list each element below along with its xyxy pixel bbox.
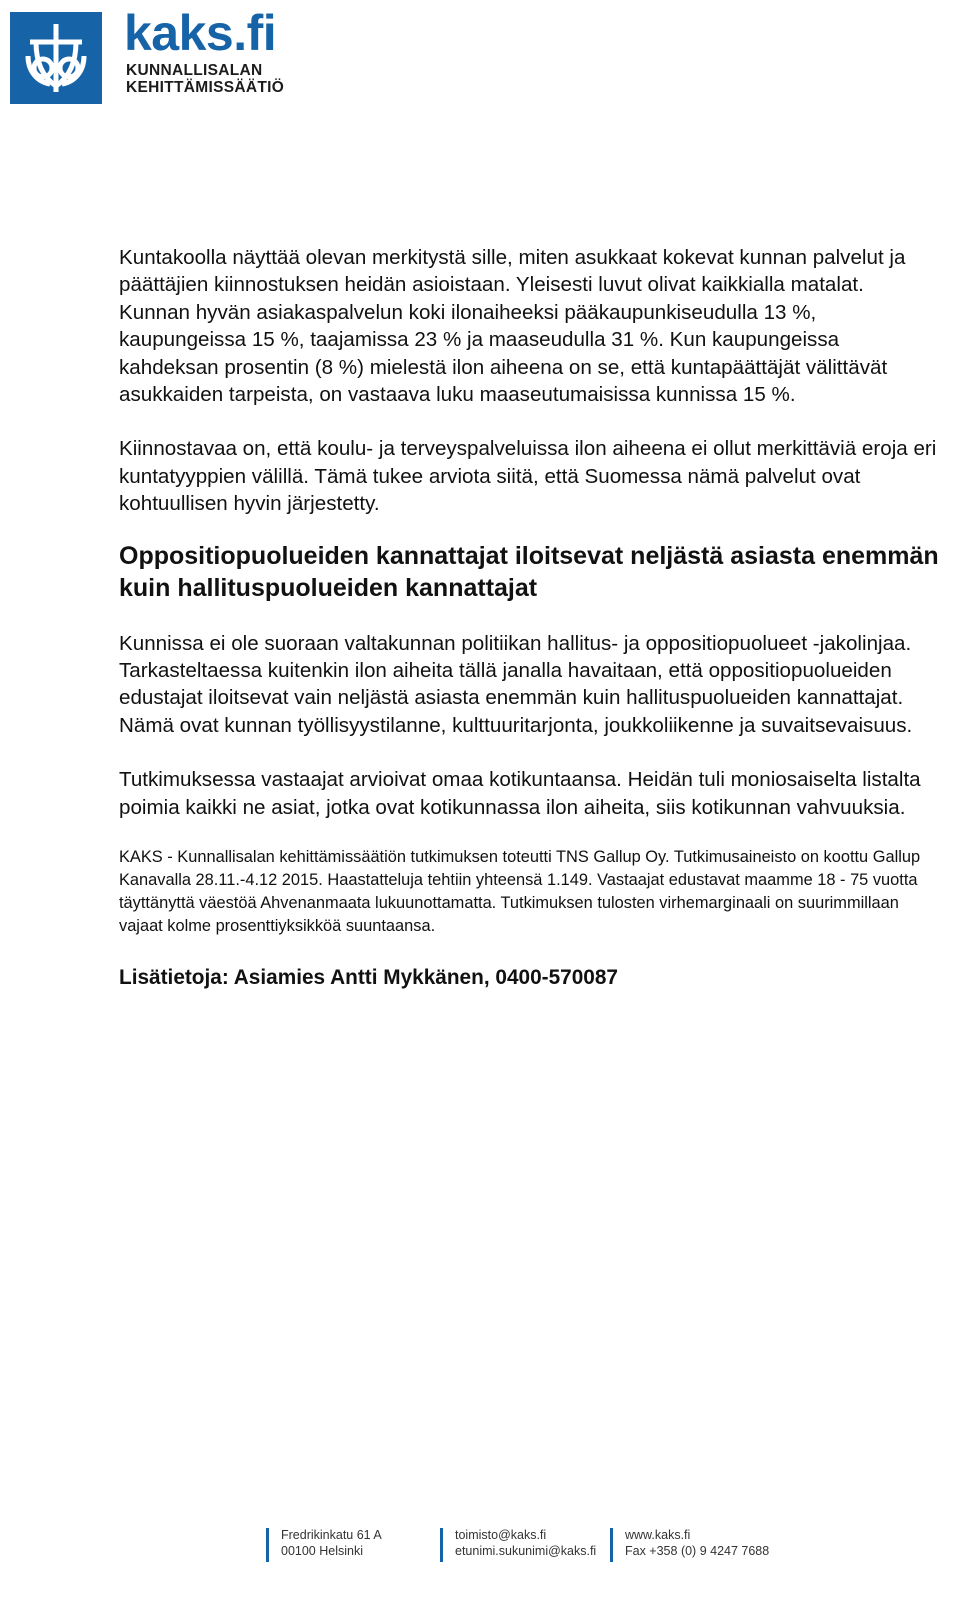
paragraph-method: Tutkimuksessa vastaajat arvioivat omaa kotikuntaansa. Heidän tuli moniosaiselta listalta poimia kaikki ne asiat, jotka ovat kotikunnassa ilon aiheita, siis kotikunnan vahvuuksia.: [119, 768, 921, 819]
footer-email: [440, 1528, 596, 1562]
footer-address: [266, 1528, 382, 1562]
footer-fax: Fax +358 (0) 9 4247 7688: [625, 1543, 770, 1558]
logo-subtitle-line2: KEHITTÄMISSÄÄTIÖ: [126, 79, 285, 96]
logo-name: kaks.fi: [124, 5, 277, 61]
page-footer: [0, 1528, 960, 1568]
logo-subtitle-line1: KUNNALLISALAN: [126, 62, 263, 79]
logo-subtitle: [126, 62, 314, 96]
logo-text: [124, 5, 314, 96]
paragraph-city-size: Kuntakoolla näyttää olevan merkitystä sille, miten asukkaat kokevat kunnan palvelut ja päättäjien kiinnostuksen heidän asioistaan. Yleisesti luvut olivat kaikkialla matalat. Kunnan hyvän asiakaspalvelun koki ilonaiheeksi pääkaupunkiseudulla 13 %, kaupungeissa 15 %, taajamissa 23 % ja maaseudulla 31 %. Kun kaupungeissa kahdeksan prosentin (8 %) mielestä ilon aiheena on se, että kuntapäättäjät välittävät asukkaiden tarpeista, on vastaava luku maaseutumaisissa kunnissa 15 %.: [119, 246, 906, 407]
footer-address-city: 00100 Helsinki: [281, 1543, 363, 1558]
document-body: [119, 244, 939, 992]
footer-address-street: Fredrikinkatu 61 A: [281, 1528, 382, 1542]
kaks-emblem-icon: [10, 12, 102, 104]
footer-email-office[interactable]: toimisto@kaks.fi: [455, 1528, 547, 1542]
contact-info: Lisätietoja: Asiamies Antti Mykkänen, 0400-570087: [119, 966, 618, 990]
footer-website-link[interactable]: www.kaks.fi: [625, 1528, 691, 1542]
footer-web: [610, 1528, 769, 1562]
research-note: KAKS - Kunnallisalan kehittämissäätiön tutkimuksen toteutti TNS Gallup Oy. Tutkimusaineisto on koottu Gallup Kanavalla 28.11.-4.12 2015. Haastatteluja tehtiin yhteensä 1.149. Vastaajat edustavat maamme 18 - 75 vuotta täyttänyttä väestöä Ahvenanmaata lukuunottamatta. Tutkimuksen tulosten virhemarginaali on suurimmillaan vajaat kolme prosenttiyksikköä suuntaansa.: [119, 848, 921, 936]
paragraph-services: Kiinnostavaa on, että koulu- ja terveyspalveluissa ilon aiheena ei ollut merkittäviä eroja eri kuntatyyppien välillä. Tämä tukee arviota siitä, että Suomessa nämä palvelut ovat kohtuullisen hyvin järjestetty.: [119, 437, 937, 516]
paragraph-opposition: Kunnissa ei ole suoraan valtakunnan politiikan hallitus- ja oppositiopuolueet -jakolinjaa. Tarkasteltaessa kuitenkin ilon aiheita tällä janalla havaitaan, että oppositiopuolueiden edustajat iloitsevat vain neljästä asiasta enemmän kuin hallituspuolueiden kannattajat. Nämä ovat kunnan työllisyystilanne, kulttuuritarjonta, joukkoliikenne ja suvaitsevaisuus.: [119, 631, 913, 737]
section-heading: Oppositiopuolueiden kannattajat iloitsevat neljästä asiasta enemmän kuin hallituspuolueiden kannattajat: [119, 541, 939, 602]
kaks-logo: [10, 5, 310, 108]
footer-email-personal: etunimi.sukunimi@kaks.fi: [455, 1543, 597, 1558]
